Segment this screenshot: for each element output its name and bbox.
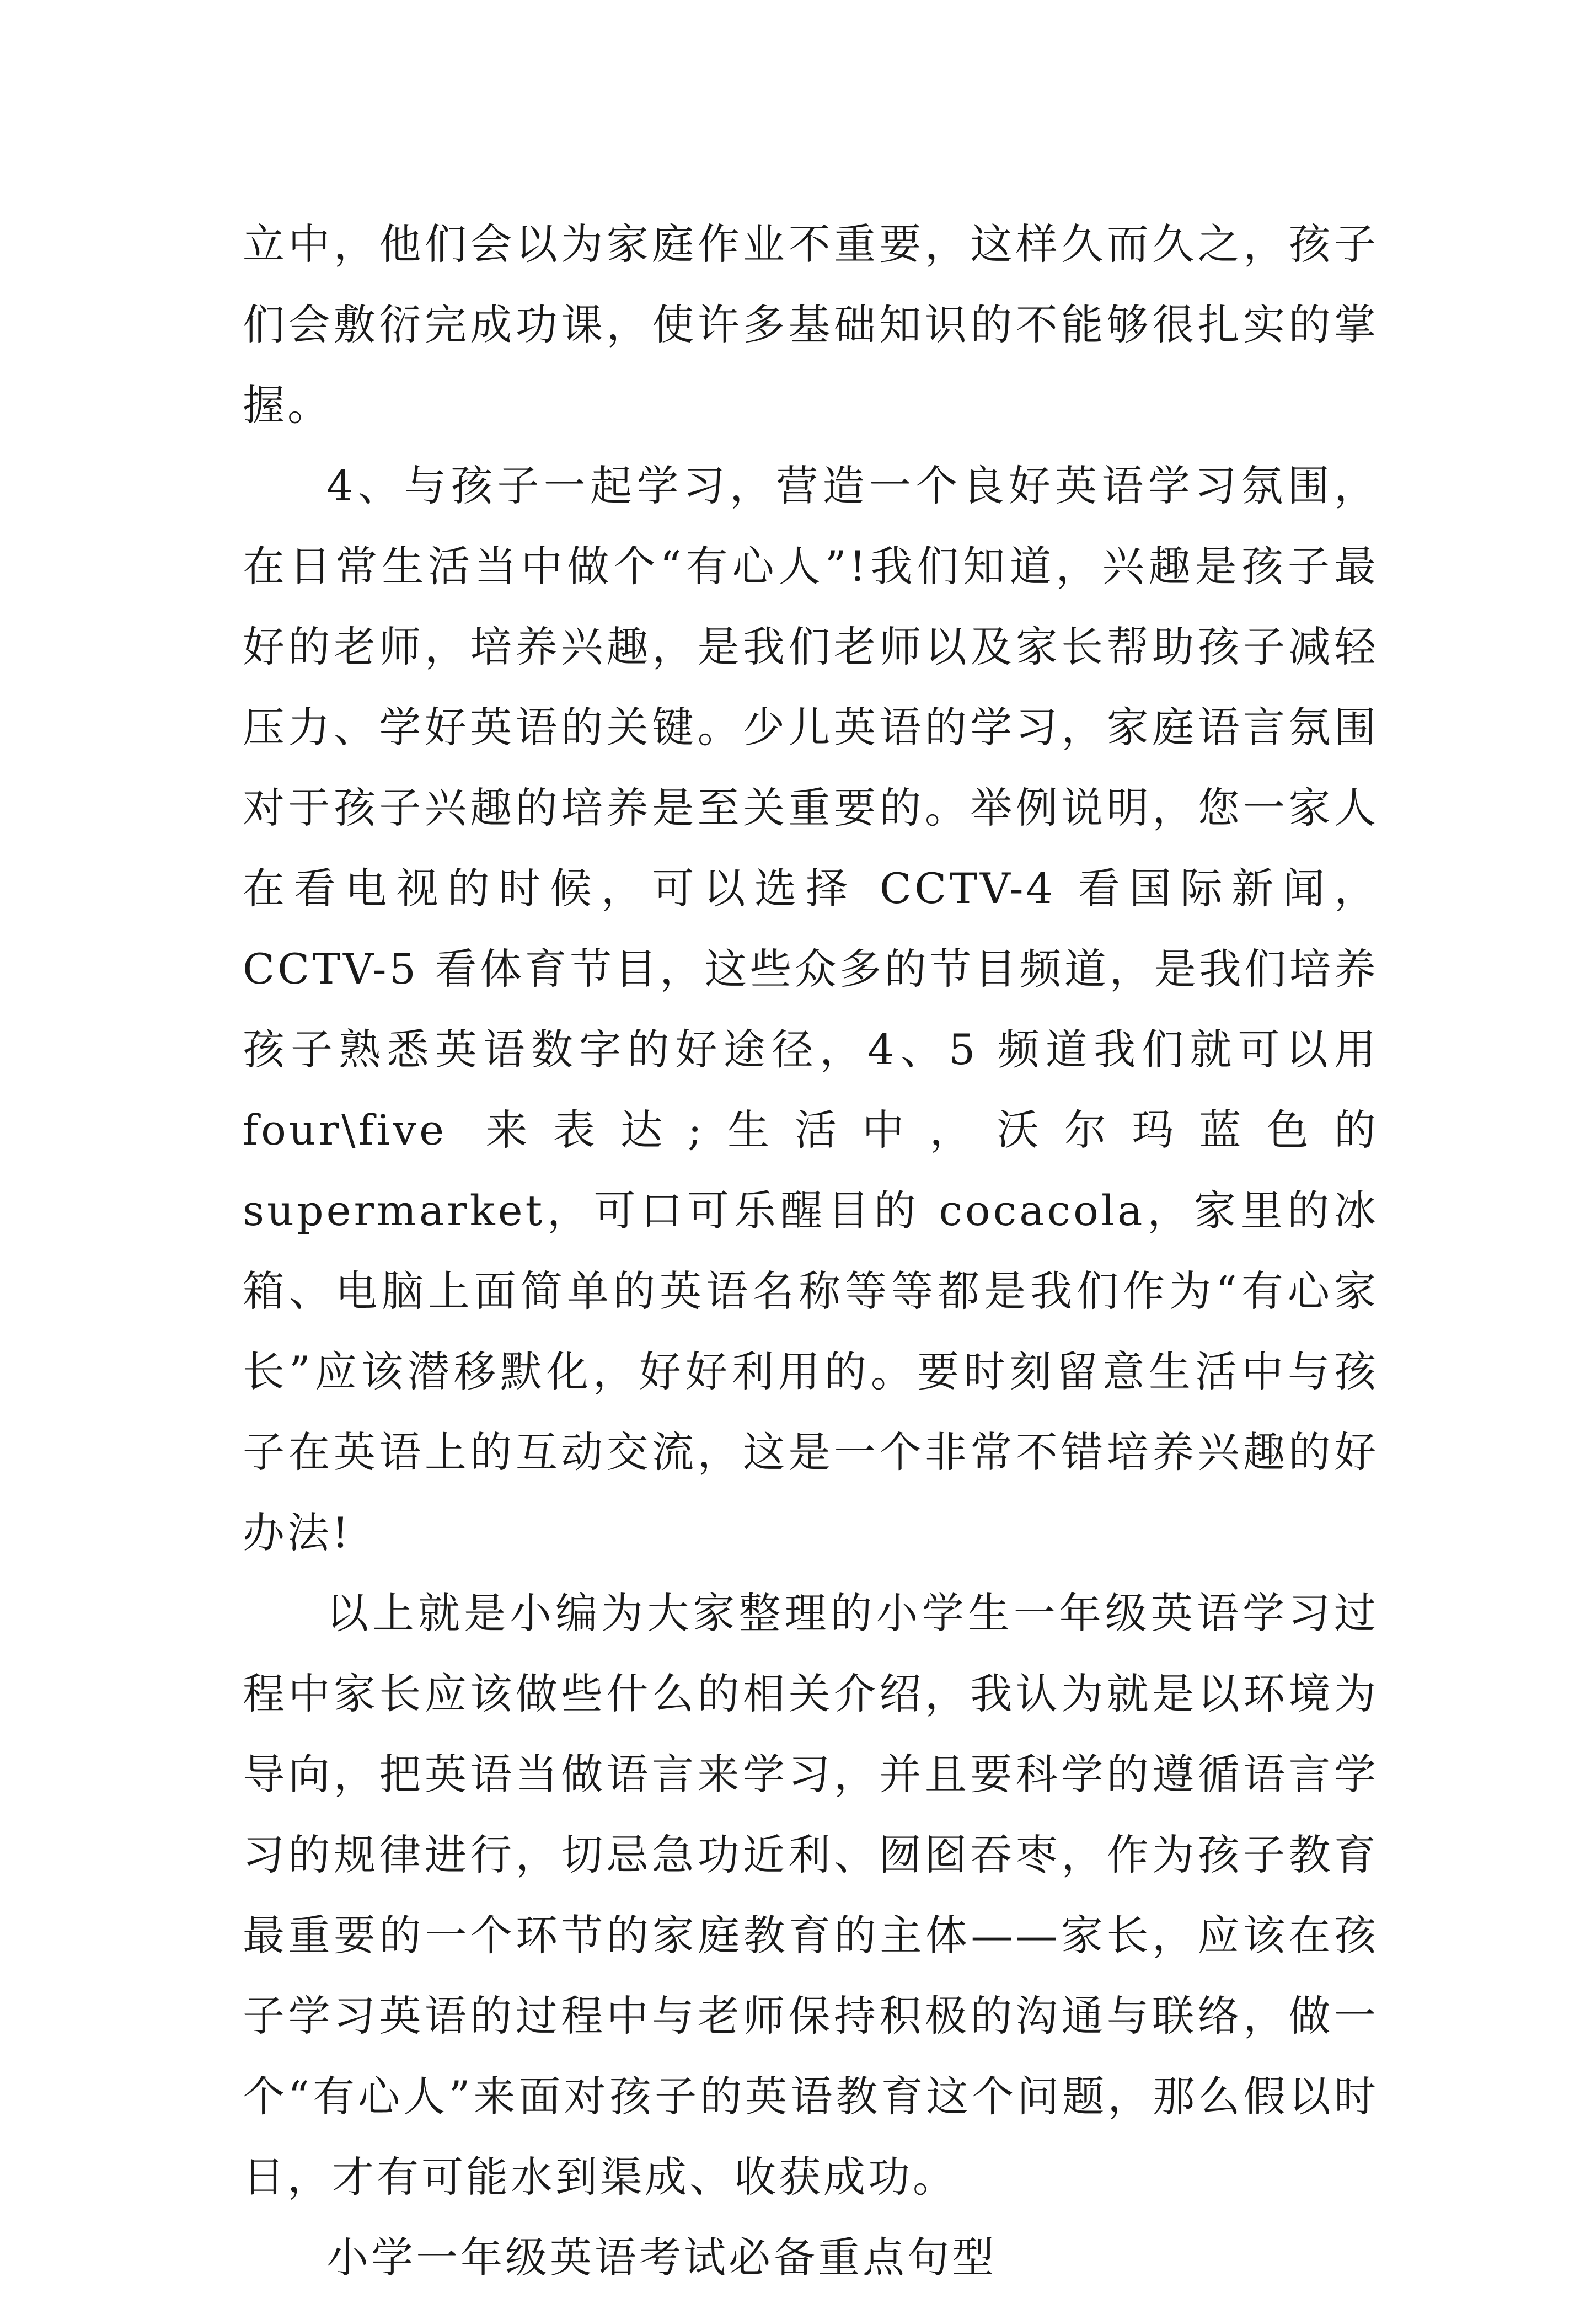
- paragraph-point-4: 4、与孩子一起学习，营造一个良好英语学习氛围，在日常生活当中做个“有心人”!我们知道，兴趣是孩子最好的老师，培养兴趣，是我们老师以及家长帮助孩子减轻压力、学好英语的关键。少儿英语的学习，家庭语言氛围对于孩子兴趣的培养是至关重要的。举例说明，您一家人在看电视的时候，可以选择 CCTV-4 看国际新闻，CCTV-5 看体育节目，这些众多的节目频道，是我们培养孩子熟悉英语数字的好途径，4、5 频道我们就可以用 four\five 来表达;生活中，沃尔玛蓝色的 supermarket，可口可乐醒目的 cocacola，家里的冰箱、电脑上面简单的英语名称等等都是我们作为“有心家长”应该潜移默化，好好利用的。要时刻留意生活中与孩子在英语上的互动交流，这是一个非常不错培养兴趣的好办法!: [243, 461, 1379, 1557]
- section-heading: 小学一年级英语考试必备重点句型: [326, 2233, 997, 2282]
- paragraph-continuation: 立中，他们会以为家庭作业不重要，这样久而久之，孩子们会敷衍完成功课，使许多基础知识的不能够很扎实的掌握。: [243, 220, 1379, 430]
- document-body: [243, 204, 1379, 2298]
- paragraph-summary: 以上就是小编为大家整理的小学生一年级英语学习过程中家长应该做些什么的相关介绍，我认为就是以环境为导向，把英语当做语言来学习，并且要科学的遵循语言学习的规律进行，切忌急功近利、囫囵吞枣，作为孩子教育最重要的一个环节的家庭教育的主体——家长，应该在孩子学习英语的过程中与老师保持积极的沟通与联络，做一个“有心人”来面对孩子的英语教育这个问题，那么假以时日，才有可能水到渠成、收获成功。: [243, 1589, 1379, 2201]
